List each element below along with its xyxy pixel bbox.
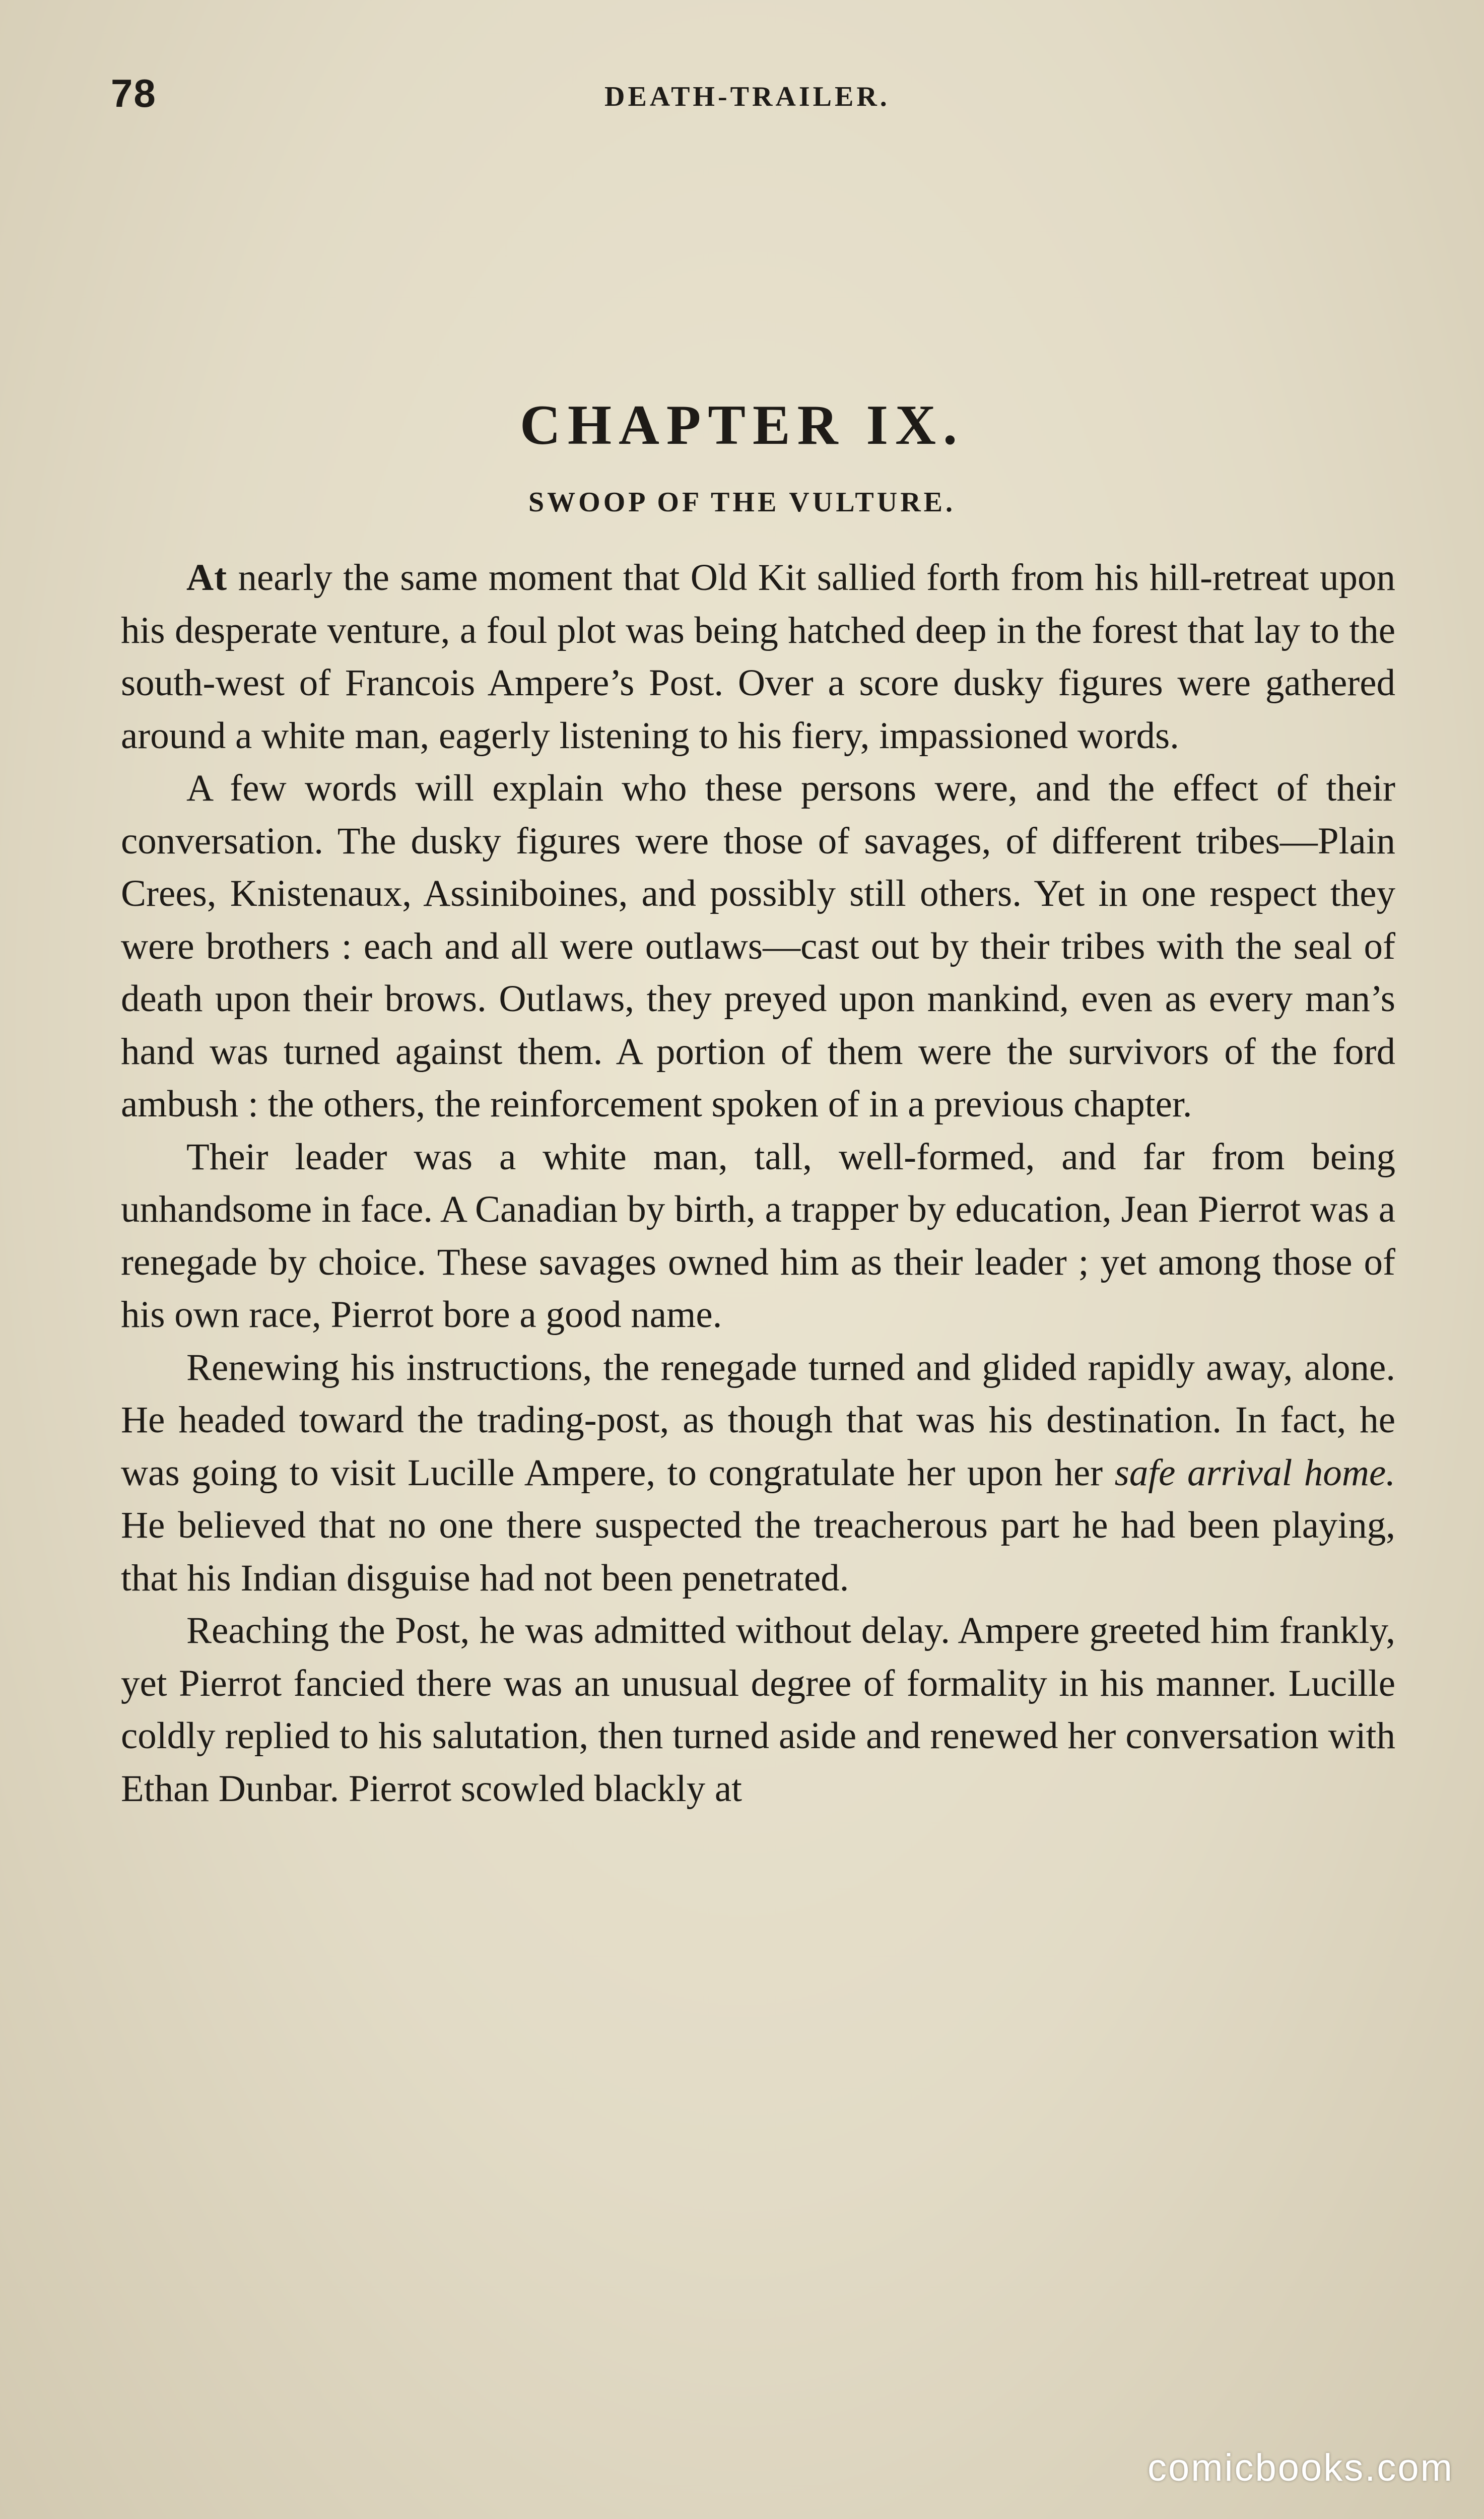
paragraph-4 [121,1342,1395,1605]
page-number: 78 [111,71,157,115]
paragraph-4-text-start: Renewing his instructions, the renegade turned and glided rapidly away, alone. He headed toward the trading-post, as though that was his destination. In fact, he was going to visit Lucille Ampere, to congratulate her upon her [121,1346,1395,1494]
running-title: DEATH-TRAILER. [604,81,890,112]
paragraph-5 [121,1605,1395,1815]
paragraph-4-italic-text: safe arrival home. [1114,1451,1395,1494]
paragraph-3-text: Their leader was a white man, tall, well-formed, and far from being unhandsome in face. A Canadian by birth, a trapper by education, Jean Pierrot was a renegade by choice. These savages owned him as their leader ; yet among those of his own race, Pierrot bore a good name. [121,1136,1395,1336]
chapter-title: CHAPTER IX. [519,394,965,456]
page-header [111,65,1370,126]
paragraph-3 [121,1131,1395,1342]
paragraph-5-text: Reaching the Post, he was admitted without delay. Ampere greeted him frankly, yet Pierrot fancied there was an unusual degree of formality in his manner. Lucille coldly replied to his salutation, then turned aside and renewed her conversation with Ethan Dunbar. Pierrot scowled blackly at [121,1610,1395,1810]
chapter-subtitle: SWOOP OF THE VULTURE. [528,487,956,518]
paragraph-2-text: A few words will explain who these persons were, and the effect of their conversation. The dusky figures were those of savages, of different tribes—Plain Crees, Knistenaux, Assiniboines, and possibly still others. Yet in one respect they were brothers : each and all were outlaws—cast out by their tribes with the seal of death upon their brows. Outlaws, they preyed upon mankind, even as every man’s hand was turned against them. A portion of them were the survivors of the ford ambush : the others, the reinforcement spoken of in a previous chapter. [121,767,1395,1125]
body-text [121,552,1395,1815]
paragraph-1-text: nearly the same moment that Old Kit sallied forth from his hill-retreat upon his desperate venture, a foul plot was being hatched deep in the forest that lay to the south-west of Francois Ampere’s Post. Over a score dusky figures were gathered around a white man, eagerly listening to his fiery, impassioned words. [121,557,1396,757]
paragraph-4-text-end: He believed that no one there suspected the treacherous part he had been playing, that his Indian disguise had not been penetrated. [121,1504,1395,1599]
site-watermark: comicbooks.com [1148,2446,1454,2489]
paragraph-2 [121,762,1395,1131]
opening-word: At [186,557,228,599]
paragraph-1 [121,552,1395,762]
